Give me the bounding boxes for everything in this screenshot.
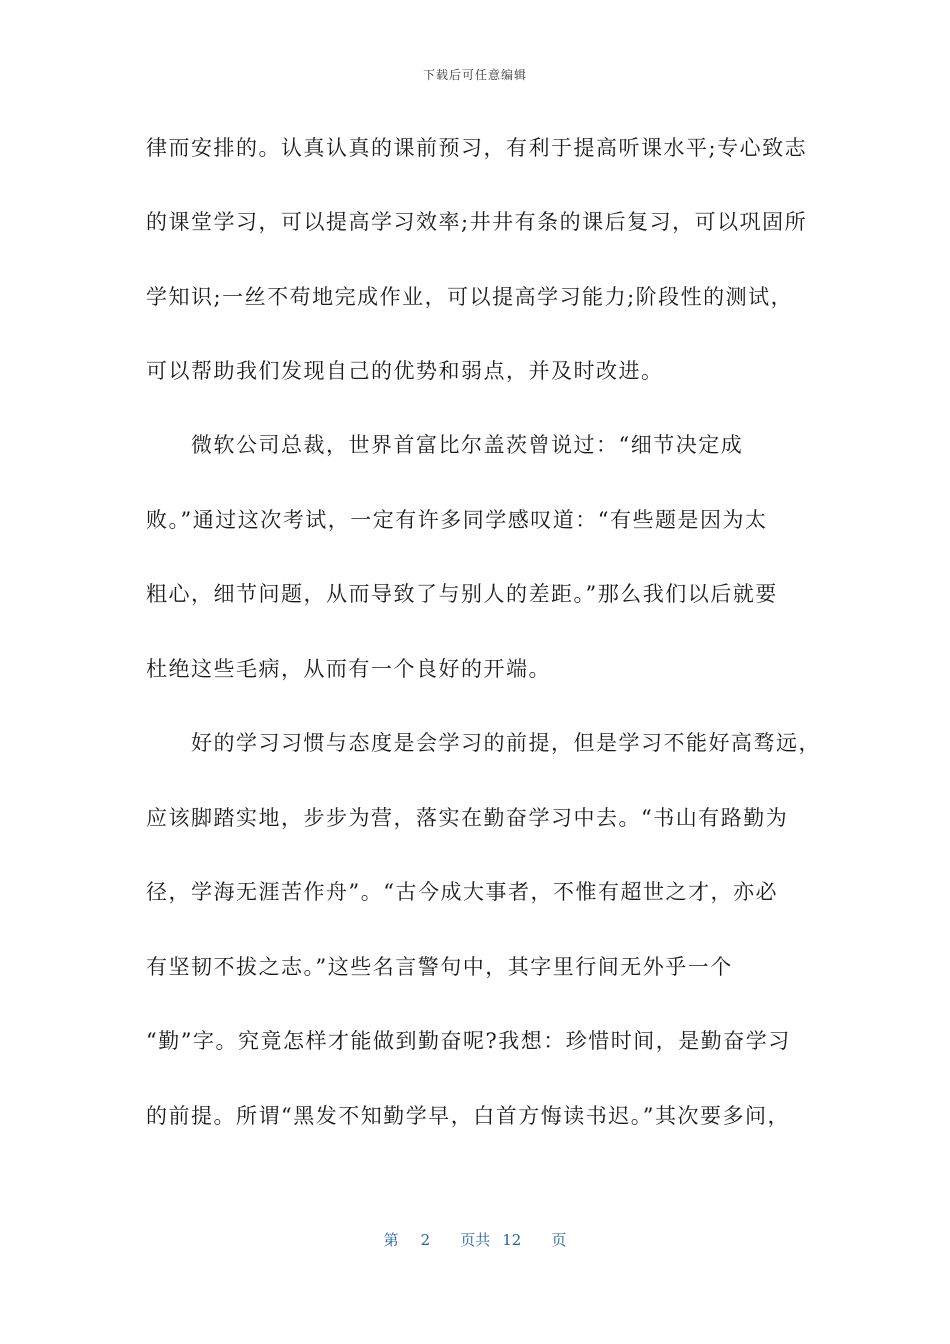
page-footer — [0, 1229, 950, 1250]
text-line-8: 杜绝这些毛病，从而有一个良好的开端。 — [146, 657, 551, 681]
footer-middle: 页共 — [460, 1231, 491, 1249]
text-line-5: 微软公司总裁，世界首富比尔盖茨曾说过：“细节决定成 — [146, 433, 744, 457]
text-line-11: 径，学海无涯苦作舟”。“古今成大事者，不惟有超世之才，亦必 — [146, 880, 778, 904]
text-line-1: 律而安排的。认真认真的课前预习，有利于提高听课水平;专心致志 — [146, 136, 808, 160]
text-line-7: 粗心，细节问题，从而导致了与别人的差距。”那么我们以后就要 — [146, 582, 778, 606]
text-line-9: 好的学习习惯与态度是会学习的前提，但是学习不能好高骛远， — [146, 731, 821, 755]
text-line-2: 的课堂学习，可以提高学习效率;井井有条的课后复习，可以巩固所 — [146, 210, 808, 234]
text-line-13: “勤”字。究竟怎样才能做到勤奋呢?我想：珍惜时间，是勤奋学习 — [146, 1029, 791, 1053]
text-line-14: 的前提。所谓“黑发不知勤学早，白首方悔读书迟。”其次要多问， — [146, 1104, 790, 1128]
text-line-10: 应该脚踏实地，步步为营，落实在勤奋学习中去。“书山有路勤为 — [146, 806, 789, 830]
text-line-12: 有坚韧不拔之志。”这些名言警句中，其字里行间无外乎一个 — [146, 955, 733, 979]
footer-total-pages: 12 — [502, 1231, 522, 1249]
footer-page-number: 2 — [420, 1231, 431, 1249]
page-header: 下载后可任意编辑 — [422, 68, 527, 82]
text-line-6: 败。”通过这次考试，一定有许多同学感叹道：“有些题是因为太 — [146, 508, 768, 532]
text-line-4: 可以帮助我们发现自己的优势和弱点，并及时改进。 — [146, 359, 664, 383]
footer-prefix: 第 — [383, 1231, 399, 1249]
text-line-3: 学知识;一丝不苟地完成作业，可以提高学习能力;阶段性的测试， — [146, 285, 794, 309]
footer-suffix: 页 — [551, 1231, 567, 1249]
